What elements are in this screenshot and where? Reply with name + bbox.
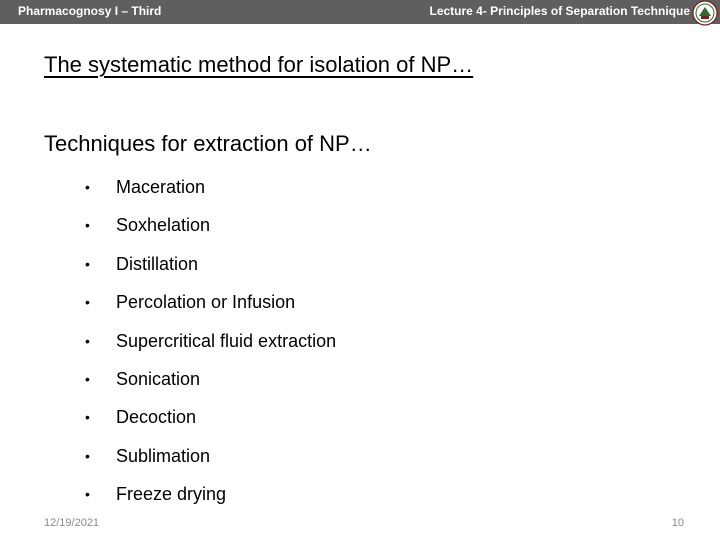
list-item-text: Freeze drying (116, 484, 227, 505)
page-number: 10 (671, 517, 684, 529)
bullet-icon: • (85, 332, 90, 349)
bullet-icon: • (85, 486, 90, 503)
bullet-icon: • (85, 179, 90, 195)
slide-header-bar (0, 0, 720, 24)
list-item-text: Decoction (116, 407, 197, 428)
list-item-text: Soxhelation (116, 215, 211, 236)
bullet-icon: • (85, 255, 90, 272)
bullet-icon: • (85, 370, 90, 387)
footer-date: 12/19/2021 (44, 517, 100, 529)
lecture-label: Lecture 4- Principles of Separation Technique (429, 4, 690, 18)
bullet-icon: • (85, 294, 90, 311)
list-item-text: Supercritical fluid extraction (116, 330, 337, 351)
list-item-text: Maceration (116, 177, 206, 197)
list-item-text: Sublimation (116, 445, 211, 466)
slide-title: The systematic method for isolation of NP… (44, 52, 474, 77)
university-seal-icon (692, 0, 718, 26)
list-item-text: Percolation or Infusion (116, 292, 296, 313)
course-label: Pharmacognosy I – Third (18, 4, 162, 18)
list-item-text: Sonication (116, 368, 201, 389)
bullet-icon: • (85, 447, 90, 464)
list-item-text: Distillation (116, 253, 199, 274)
bullet-icon: • (85, 409, 90, 426)
section-heading: Techniques for extraction of NP… (44, 131, 372, 156)
bullet-icon: • (85, 217, 90, 234)
